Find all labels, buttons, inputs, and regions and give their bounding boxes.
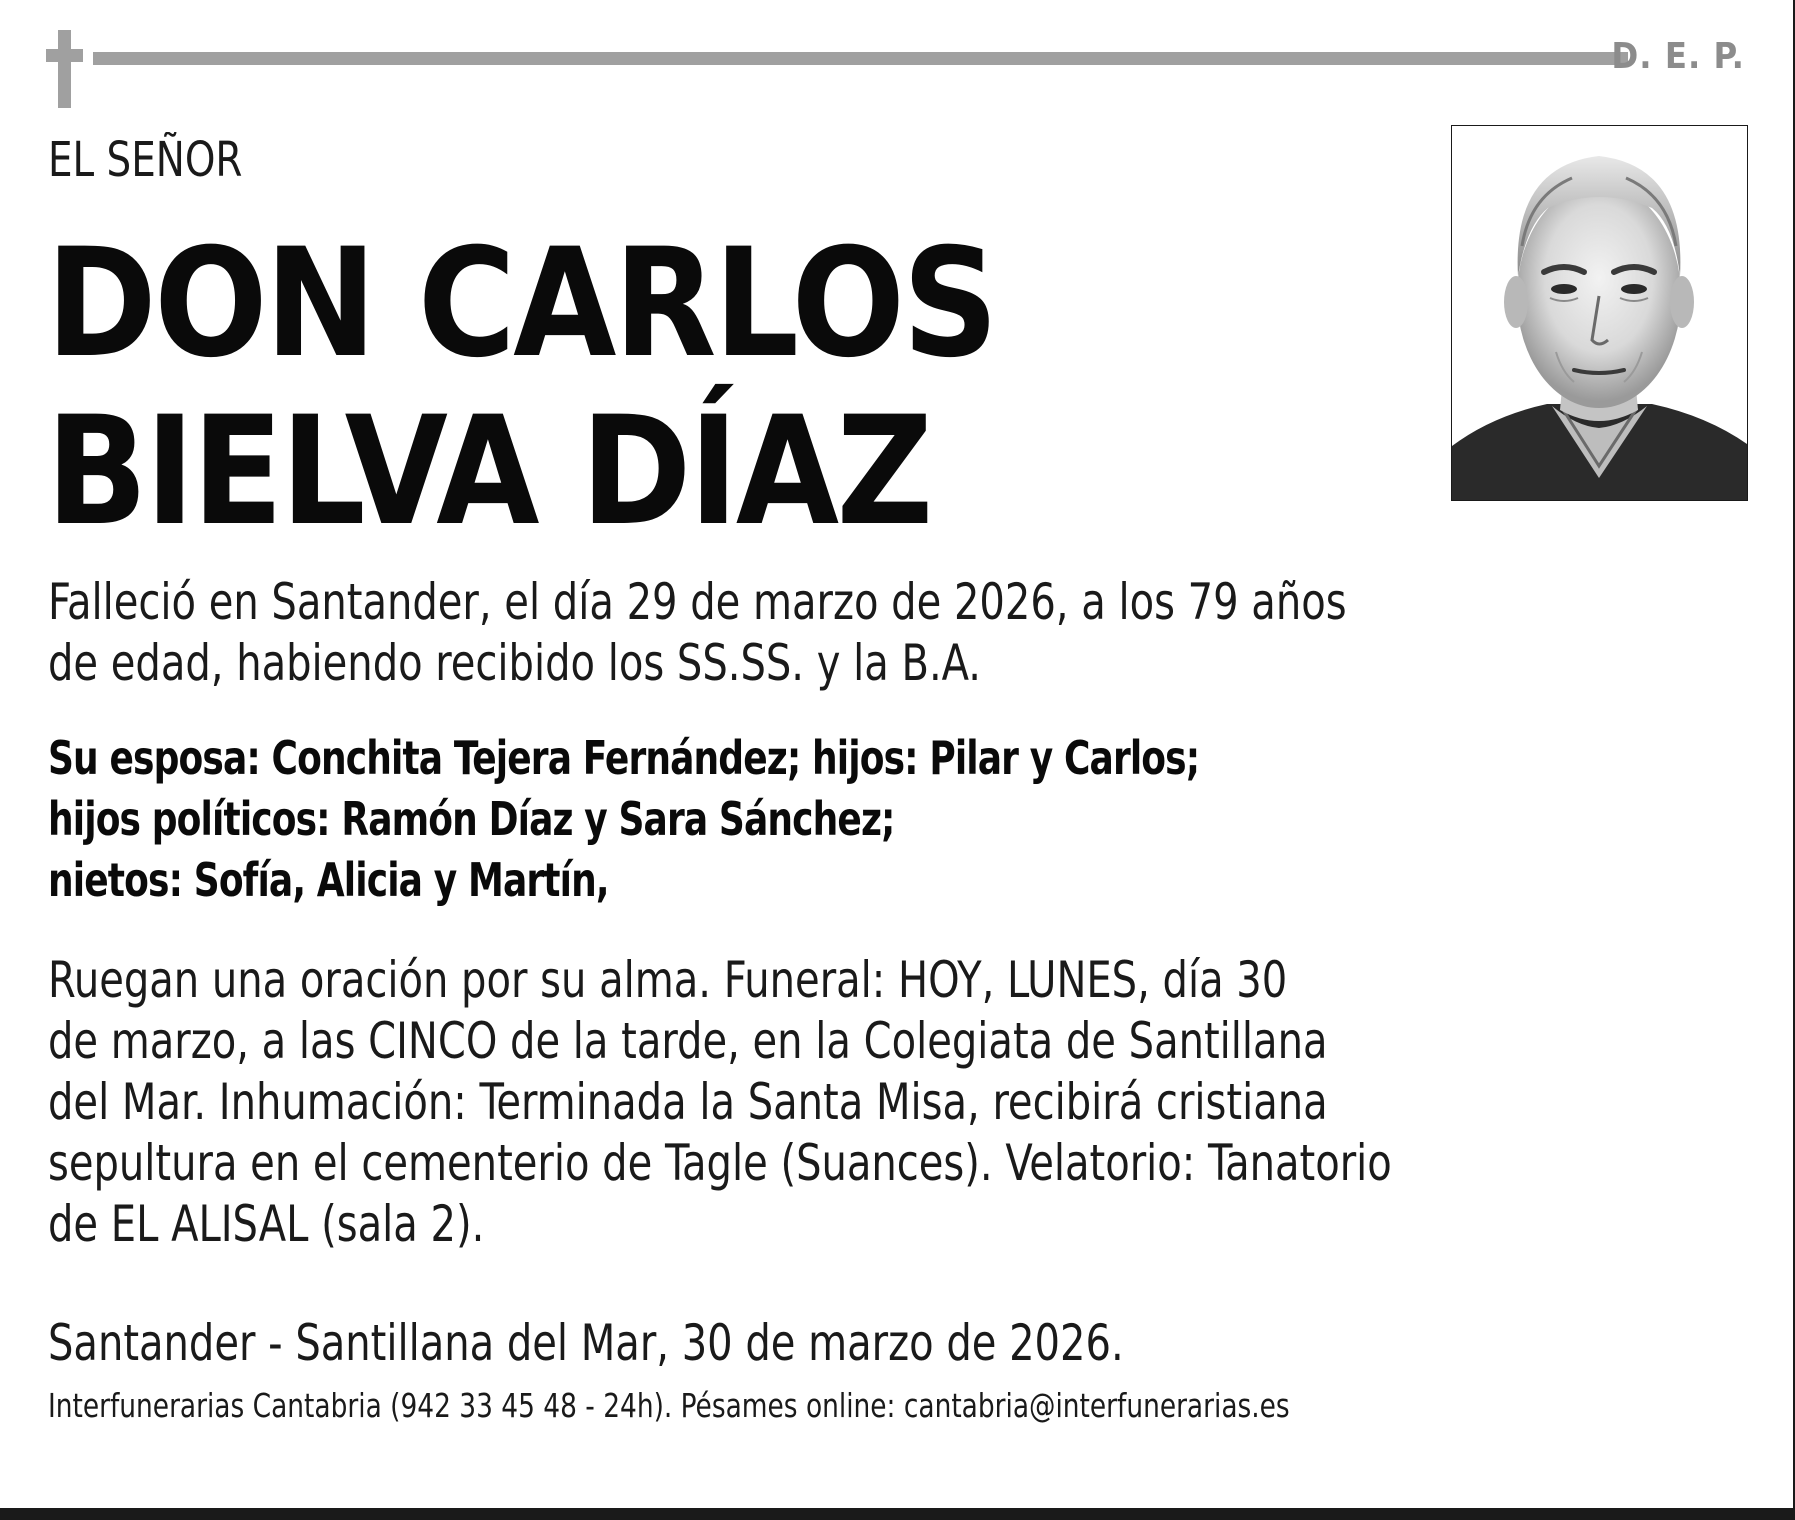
deceased-name [46,217,996,559]
funeral-home-footer: Interfunerarias Cantabria (942 33 45 48 - 24h). Pésames online: cantabria@interfunerarias.es [48,1386,1290,1425]
family-line: nietos: Sofía, Alicia y Martín, [48,853,609,907]
place-date: Santander - Santillana del Mar, 30 de marzo de 2026. [48,1314,1124,1372]
portrait-photo [1451,125,1748,501]
funeral-line: Ruegan una oración por su alma. Funeral: HOY, LUNES, día 30 [48,951,1288,1009]
cross-icon [46,30,83,108]
family-list [48,728,1544,911]
honorific: EL SEÑOR [48,132,243,188]
header-rule [93,52,1628,65]
name-line-2: BIELVA DÍAZ [46,385,931,559]
funeral-line: sepultura en el cementerio de Tagle (Suances). Velatorio: Tanatorio [48,1134,1392,1192]
funeral-line: del Mar. Inhumación: Terminada la Santa Misa, recibirá cristiana [48,1073,1328,1131]
family-line: hijos políticos: Ramón Díaz y Sara Sánchez; [48,792,895,846]
family-line: Su esposa: Conchita Tejera Fernández; hijos: Pilar y Carlos; [48,731,1200,785]
name-line-1: DON CARLOS [46,217,996,391]
funeral-details [48,950,1579,1255]
funeral-line: de marzo, a las CINCO de la tarde, en la Colegiata de Santillana [48,1012,1328,1070]
death-notice [48,572,1579,694]
dep-label: D. E. P. [1611,36,1745,77]
death-notice-line: de edad, habiendo recibido los SS.SS. y la B.A. [48,634,981,692]
funeral-line: de EL ALISAL (sala 2). [48,1195,485,1253]
death-notice-line: Falleció en Santander, el día 29 de marzo de 2026, a los 79 años [48,573,1347,631]
